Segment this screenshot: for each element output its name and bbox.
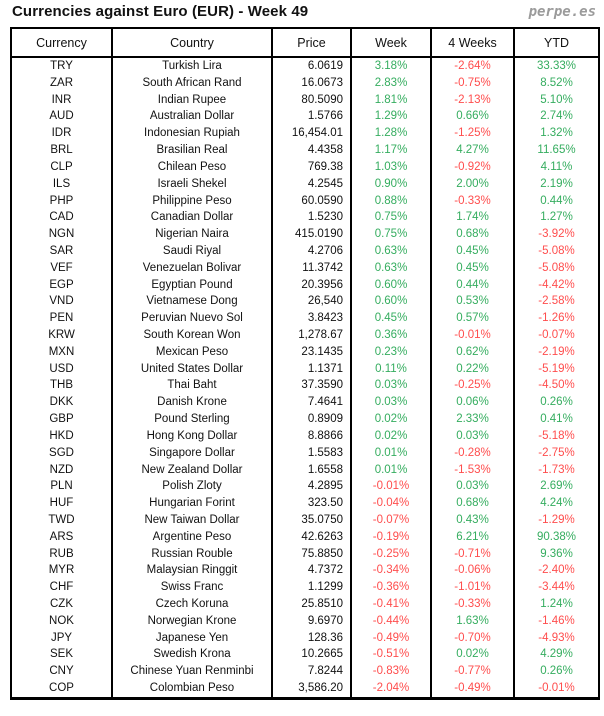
week-change-cell: -0.04% (351, 495, 431, 512)
table-row (11, 92, 599, 109)
four-weeks-change-cell: -0.71% (431, 546, 514, 563)
week-change-cell: 0.63% (351, 260, 431, 277)
four-weeks-change-cell: 6.21% (431, 529, 514, 546)
ytd-change-cell: -3.44% (538, 581, 575, 594)
country-cell: Philippine Peso (112, 193, 272, 210)
four-weeks-change-cell: -0.28% (431, 445, 514, 462)
currency-code-cell: NOK (11, 613, 112, 630)
currency-code-cell: IDR (11, 125, 112, 142)
table-row (11, 125, 599, 142)
price-cell: 4.7372 (272, 562, 351, 579)
country-cell: Brasilian Real (112, 142, 272, 159)
ytd-change-cell: -0.07% (538, 329, 575, 341)
country-cell: Indian Rupee (112, 92, 272, 109)
ytd-change-cell: 2.19% (540, 177, 573, 190)
ytd-change-cell: -1.46% (538, 614, 575, 627)
table-row (11, 411, 599, 428)
column-header-country: Country (112, 28, 272, 57)
four-weeks-change-cell: 4.27% (431, 142, 514, 159)
price-cell: 1.1371 (272, 361, 351, 378)
price-cell: 128.36 (272, 630, 351, 647)
price-cell: 80.5090 (272, 92, 351, 109)
country-cell: Colombian Peso (112, 680, 272, 698)
table-row (11, 142, 599, 159)
ytd-change-cell: 4.24% (540, 497, 573, 510)
week-change-cell: -0.01% (351, 478, 431, 495)
currency-code-cell: TWD (11, 512, 112, 529)
country-cell: Norwegian Krone (112, 613, 272, 630)
currency-code-cell: JPY (11, 630, 112, 647)
four-weeks-change-cell: -0.75% (431, 75, 514, 92)
table-row (11, 57, 599, 75)
currency-code-cell: EGP (11, 277, 112, 294)
table-row (11, 512, 599, 529)
ytd-change-cell: 4.11% (540, 160, 573, 173)
four-weeks-change-cell: -2.64% (431, 57, 514, 75)
four-weeks-change-cell: -0.92% (431, 159, 514, 176)
currency-code-cell: DKK (11, 394, 112, 411)
table-row (11, 394, 599, 411)
price-cell: 35.0750 (272, 512, 351, 529)
price-cell: 8.8866 (272, 428, 351, 445)
week-change-cell: 0.63% (351, 243, 431, 260)
four-weeks-change-cell: -0.33% (431, 193, 514, 210)
week-change-cell: 1.81% (351, 92, 431, 109)
table-row (11, 478, 599, 495)
currency-code-cell: SEK (11, 646, 112, 663)
price-cell: 4.4358 (272, 142, 351, 159)
week-change-cell: -0.83% (351, 663, 431, 680)
currency-code-cell: NZD (11, 462, 112, 479)
week-change-cell: 0.90% (351, 176, 431, 193)
price-cell: 4.2545 (272, 176, 351, 193)
price-cell: 1.5766 (272, 108, 351, 125)
currency-code-cell: SAR (11, 243, 112, 260)
table-row (11, 75, 599, 92)
four-weeks-change-cell: 0.45% (431, 260, 514, 277)
week-change-cell: 0.01% (351, 445, 431, 462)
week-change-cell: 0.11% (351, 361, 431, 378)
currency-code-cell: TRY (11, 57, 112, 75)
week-change-cell: 0.60% (351, 293, 431, 310)
four-weeks-change-cell: -0.33% (431, 596, 514, 613)
week-change-cell: 0.88% (351, 193, 431, 210)
table-row (11, 562, 599, 579)
ytd-change-cell: 0.41% (540, 413, 573, 426)
currency-code-cell: ZAR (11, 75, 112, 92)
ytd-change-cell: 1.27% (540, 211, 573, 224)
table-row (11, 209, 599, 226)
currency-code-cell: CLP (11, 159, 112, 176)
week-change-cell: 0.75% (351, 226, 431, 243)
currency-code-cell: CHF (11, 579, 112, 596)
four-weeks-change-cell: -1.53% (431, 462, 514, 479)
country-cell: Venezuelan Bolivar (112, 260, 272, 277)
week-change-cell: -2.04% (351, 680, 431, 698)
week-change-cell: -0.41% (351, 596, 431, 613)
price-cell: 6.0619 (272, 57, 351, 75)
currency-code-cell: ARS (11, 529, 112, 546)
week-change-cell: -0.36% (351, 579, 431, 596)
currency-code-cell: PLN (11, 478, 112, 495)
country-cell: South Korean Won (112, 327, 272, 344)
price-cell: 11.3742 (272, 260, 351, 277)
week-change-cell: 1.17% (351, 142, 431, 159)
ytd-change-cell: -5.18% (538, 429, 575, 442)
column-header-week: Week (351, 28, 431, 57)
price-cell: 16,454.01 (272, 125, 351, 142)
country-cell: New Taiwan Dollar (112, 512, 272, 529)
ytd-change-cell: 8.52% (540, 76, 573, 89)
table-row (11, 630, 599, 647)
four-weeks-change-cell: 0.57% (431, 310, 514, 327)
ytd-change-cell: 90.38% (536, 530, 576, 543)
country-cell: Indonesian Rupiah (112, 125, 272, 142)
four-weeks-change-cell: -0.06% (431, 562, 514, 579)
country-cell: Malaysian Ringgit (112, 562, 272, 579)
column-header-4-weeks: 4 Weeks (431, 28, 514, 57)
currency-code-cell: INR (11, 92, 112, 109)
country-cell: Canadian Dollar (112, 209, 272, 226)
table-row (11, 176, 599, 193)
country-cell: Egyptian Pound (112, 277, 272, 294)
ytd-change-cell: -5.19% (538, 362, 575, 375)
currency-code-cell: CNY (11, 663, 112, 680)
ytd-change-cell: -4.50% (538, 379, 575, 392)
table-row (11, 646, 599, 663)
ytd-change-cell: -1.73% (538, 463, 575, 476)
week-change-cell: -0.07% (351, 512, 431, 529)
four-weeks-change-cell: 0.44% (431, 277, 514, 294)
country-cell: South African Rand (112, 75, 272, 92)
price-cell: 1.5230 (272, 209, 351, 226)
table-row (11, 293, 599, 310)
price-cell: 20.3956 (272, 277, 351, 294)
ytd-change-cell: 5.10% (540, 93, 573, 106)
currency-code-cell: USD (11, 361, 112, 378)
table-row (11, 663, 599, 680)
price-cell: 4.2706 (272, 243, 351, 260)
currency-code-cell: PEN (11, 310, 112, 327)
four-weeks-change-cell: 2.00% (431, 176, 514, 193)
four-weeks-change-cell: 0.68% (431, 495, 514, 512)
currency-code-cell: HUF (11, 495, 112, 512)
week-change-cell: 0.03% (351, 394, 431, 411)
country-cell: Argentine Peso (112, 529, 272, 546)
price-cell: 1,278.67 (272, 327, 351, 344)
price-cell: 60.0590 (272, 193, 351, 210)
price-cell: 3,586.20 (272, 680, 351, 698)
price-cell: 1.6558 (272, 462, 351, 479)
table-row (11, 529, 599, 546)
price-cell: 415.0190 (272, 226, 351, 243)
country-cell: Nigerian Naira (112, 226, 272, 243)
price-cell: 23.1435 (272, 344, 351, 361)
price-cell: 323.50 (272, 495, 351, 512)
price-cell: 10.2665 (272, 646, 351, 663)
week-change-cell: -0.49% (351, 630, 431, 647)
currency-code-cell: CZK (11, 596, 112, 613)
table-row (11, 680, 599, 698)
four-weeks-change-cell: -0.25% (431, 377, 514, 394)
country-cell: Pound Sterling (112, 411, 272, 428)
ytd-change-cell: 1.24% (540, 598, 573, 610)
currency-code-cell: RUB (11, 546, 112, 563)
currency-code-cell: VND (11, 293, 112, 310)
country-cell: Swedish Krona (112, 646, 272, 663)
four-weeks-change-cell: 0.66% (431, 108, 514, 125)
currency-code-cell: KRW (11, 327, 112, 344)
country-cell: United States Dollar (112, 361, 272, 378)
four-weeks-change-cell: 0.03% (431, 428, 514, 445)
table-row (11, 159, 599, 176)
table-row (11, 579, 599, 596)
price-cell: 42.6263 (272, 529, 351, 546)
currency-code-cell: MYR (11, 562, 112, 579)
ytd-change-cell: 0.26% (540, 665, 573, 678)
currency-code-cell: COP (11, 680, 112, 698)
week-change-cell: -0.51% (351, 646, 431, 663)
ytd-change-cell: -1.29% (538, 513, 575, 526)
price-cell: 75.8850 (272, 546, 351, 563)
four-weeks-change-cell: 0.03% (431, 478, 514, 495)
week-change-cell: -0.19% (351, 529, 431, 546)
column-header-currency: Currency (11, 28, 112, 57)
ytd-change-cell: 11.65% (537, 144, 576, 157)
ytd-change-cell: -5.08% (538, 261, 575, 274)
week-change-cell: 1.29% (351, 108, 431, 125)
title-bar (10, 3, 596, 20)
ytd-change-cell: -3.92% (538, 228, 575, 241)
four-weeks-change-cell: -1.25% (431, 125, 514, 142)
table-row (11, 361, 599, 378)
table-row (11, 445, 599, 462)
currency-code-cell: VEF (11, 260, 112, 277)
week-change-cell: -0.25% (351, 546, 431, 563)
ytd-change-cell: -0.01% (538, 682, 575, 695)
four-weeks-change-cell: 1.63% (431, 613, 514, 630)
ytd-change-cell: 2.74% (540, 110, 573, 123)
currency-code-cell: AUD (11, 108, 112, 125)
country-cell: Hong Kong Dollar (112, 428, 272, 445)
week-change-cell: 2.83% (351, 75, 431, 92)
price-cell: 7.4641 (272, 394, 351, 411)
currency-code-cell: HKD (11, 428, 112, 445)
four-weeks-change-cell: -0.77% (431, 663, 514, 680)
column-header-ytd: YTD (514, 28, 599, 57)
page-title: Currencies against Euro (EUR) - Week 49 (12, 3, 309, 20)
four-weeks-change-cell: 0.62% (431, 344, 514, 361)
four-weeks-change-cell: 0.22% (431, 361, 514, 378)
ytd-change-cell: -1.26% (538, 312, 575, 325)
week-change-cell: 0.01% (351, 462, 431, 479)
ytd-change-cell: -2.58% (538, 295, 575, 308)
table-row (11, 613, 599, 630)
week-change-cell: 3.18% (351, 57, 431, 75)
price-cell: 16.0673 (272, 75, 351, 92)
country-cell: Australian Dollar (112, 108, 272, 125)
price-cell: 1.1299 (272, 579, 351, 596)
price-cell: 4.2895 (272, 478, 351, 495)
price-cell: 37.3590 (272, 377, 351, 394)
ytd-change-cell: -2.19% (538, 345, 575, 358)
four-weeks-change-cell: 0.43% (431, 512, 514, 529)
four-weeks-change-cell: 0.53% (431, 293, 514, 310)
price-cell: 3.8423 (272, 310, 351, 327)
currency-code-cell: NGN (11, 226, 112, 243)
table-row (11, 344, 599, 361)
table-row (11, 277, 599, 294)
price-cell: 7.8244 (272, 663, 351, 680)
country-cell: Singapore Dollar (112, 445, 272, 462)
currency-code-cell: GBP (11, 411, 112, 428)
four-weeks-change-cell: -2.13% (431, 92, 514, 109)
table-row (11, 108, 599, 125)
four-weeks-change-cell: -1.01% (431, 579, 514, 596)
four-weeks-change-cell: 0.06% (431, 394, 514, 411)
ytd-change-cell: -2.40% (538, 564, 575, 577)
country-cell: Polish Zloty (112, 478, 272, 495)
week-change-cell: 1.03% (351, 159, 431, 176)
country-cell: New Zealand Dollar (112, 462, 272, 479)
ytd-change-cell: 33.33% (536, 60, 576, 72)
ytd-change-cell: -4.42% (538, 278, 575, 291)
country-cell: Danish Krone (112, 394, 272, 411)
four-weeks-change-cell: -0.01% (431, 327, 514, 344)
four-weeks-change-cell: 0.02% (431, 646, 514, 663)
country-cell: Chilean Peso (112, 159, 272, 176)
table-row (11, 226, 599, 243)
ytd-change-cell: -5.08% (538, 244, 575, 257)
four-weeks-change-cell: 0.68% (431, 226, 514, 243)
country-cell: Thai Baht (112, 377, 272, 394)
table-row (11, 377, 599, 394)
header-row (11, 28, 599, 57)
country-cell: Israeli Shekel (112, 176, 272, 193)
currency-code-cell: SGD (11, 445, 112, 462)
week-change-cell: 0.36% (351, 327, 431, 344)
price-cell: 769.38 (272, 159, 351, 176)
four-weeks-change-cell: 1.74% (431, 209, 514, 226)
table-row (11, 327, 599, 344)
four-weeks-change-cell: -0.70% (431, 630, 514, 647)
table-row (11, 462, 599, 479)
country-cell: Hungarian Forint (112, 495, 272, 512)
ytd-change-cell: 2.69% (540, 480, 573, 493)
ytd-change-cell: 9.36% (540, 547, 573, 560)
table-row (11, 260, 599, 277)
week-change-cell: 0.45% (351, 310, 431, 327)
country-cell: Vietnamese Dong (112, 293, 272, 310)
currency-code-cell: ILS (11, 176, 112, 193)
country-cell: Chinese Yuan Renminbi (112, 663, 272, 680)
four-weeks-change-cell: 0.45% (431, 243, 514, 260)
country-cell: Czech Koruna (112, 596, 272, 613)
week-change-cell: 0.02% (351, 428, 431, 445)
currency-code-cell: THB (11, 377, 112, 394)
four-weeks-change-cell: 2.33% (431, 411, 514, 428)
week-change-cell: -0.34% (351, 562, 431, 579)
country-cell: Russian Rouble (112, 546, 272, 563)
ytd-change-cell: 0.26% (540, 396, 573, 409)
table-row (11, 193, 599, 210)
price-cell: 26,540 (272, 293, 351, 310)
table-header (11, 28, 599, 57)
table-row (11, 243, 599, 260)
ytd-change-cell: 4.29% (540, 648, 573, 661)
ytd-change-cell: -2.75% (538, 446, 575, 459)
table-row (11, 546, 599, 563)
currency-code-cell: BRL (11, 142, 112, 159)
price-cell: 1.5583 (272, 445, 351, 462)
price-cell: 0.8909 (272, 411, 351, 428)
ytd-change-cell: -4.93% (538, 631, 575, 644)
currency-code-cell: MXN (11, 344, 112, 361)
currency-code-cell: PHP (11, 193, 112, 210)
table-row (11, 596, 599, 613)
week-change-cell: -0.44% (351, 613, 431, 630)
country-cell: Mexican Peso (112, 344, 272, 361)
four-weeks-change-cell: -0.49% (431, 680, 514, 698)
currency-code-cell: CAD (11, 209, 112, 226)
week-change-cell: 1.28% (351, 125, 431, 142)
table-row (11, 310, 599, 327)
week-change-cell: 0.23% (351, 344, 431, 361)
ytd-change-cell: 1.32% (540, 127, 573, 140)
week-change-cell: 0.60% (351, 277, 431, 294)
week-change-cell: 0.75% (351, 209, 431, 226)
week-change-cell: 0.03% (351, 377, 431, 394)
table-row (11, 495, 599, 512)
column-header-price: Price (272, 28, 351, 57)
country-cell: Swiss Franc (112, 579, 272, 596)
country-cell: Japanese Yen (112, 630, 272, 647)
country-cell: Saudi Riyal (112, 243, 272, 260)
table-body (11, 57, 599, 698)
country-cell: Turkish Lira (112, 57, 272, 75)
currency-table (10, 27, 600, 700)
country-cell: Peruvian Nuevo Sol (112, 310, 272, 327)
table-row (11, 428, 599, 445)
week-change-cell: 0.02% (351, 411, 431, 428)
ytd-change-cell: 0.44% (540, 194, 573, 207)
price-cell: 9.6970 (272, 613, 351, 630)
brand-watermark: perpe.es (528, 4, 596, 20)
price-cell: 25.8510 (272, 596, 351, 613)
